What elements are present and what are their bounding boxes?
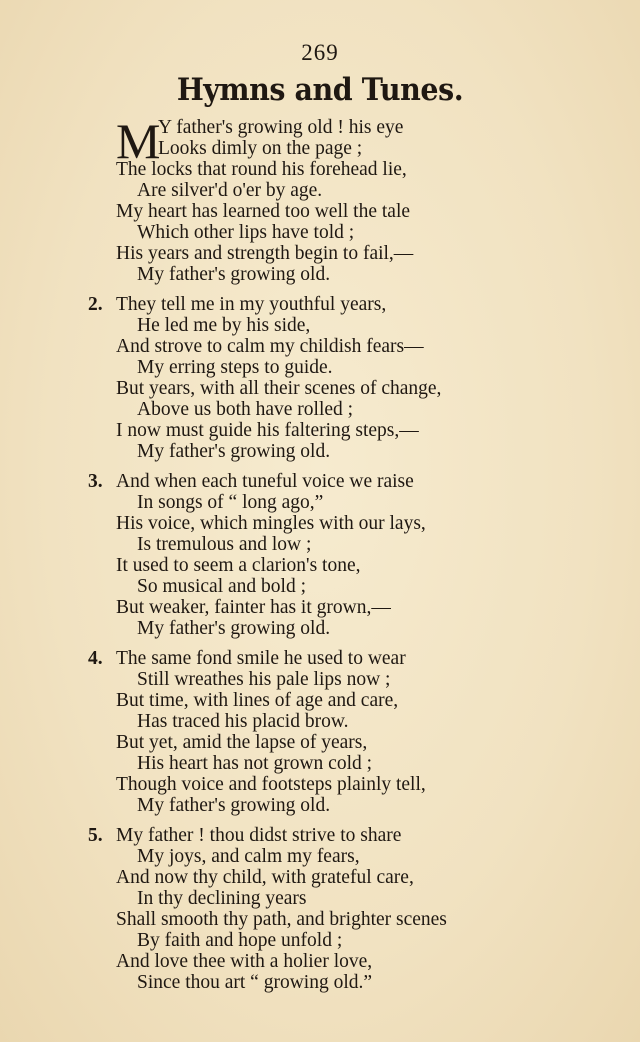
verse-line: Which other lips have told ;: [137, 222, 355, 243]
verse-line: By faith and hope unfold ;: [137, 930, 343, 951]
verse-line: The locks that round his forehead lie,: [116, 159, 407, 180]
verse-line: My father's growing old.: [137, 264, 331, 285]
verse-line: In thy declining years: [137, 888, 307, 909]
verse-line: But years, with all their scenes of change,: [116, 378, 442, 399]
page-title: Hymns and Tunes.: [176, 72, 464, 108]
verse-line: My father ! thou didst strive to share: [116, 825, 402, 846]
verse-line: I now must guide his faltering steps,—: [116, 420, 419, 441]
verse-line: His years and strength begin to fail,—: [116, 243, 414, 264]
verse-line: They tell me in my youthful years,: [116, 294, 387, 315]
verse-number: 2.: [88, 294, 103, 315]
verse-line: He led me by his side,: [137, 315, 311, 336]
verse-number: 5.: [88, 825, 103, 846]
verse-line: The same fond smile he used to wear: [116, 648, 406, 669]
verse-line: And strove to calm my childish fears—: [116, 336, 424, 357]
verse-line: Still wreathes his pale lips now ;: [137, 669, 391, 690]
verse-line: Has traced his placid brow.: [137, 711, 349, 732]
verse-line: His heart has not grown cold ;: [137, 753, 373, 774]
verse-line: My father's growing old.: [137, 795, 331, 816]
verse-line: It used to seem a clarion's tone,: [116, 555, 361, 576]
verse-number: 3.: [88, 471, 103, 492]
verse-line: So musical and bold ;: [137, 576, 306, 597]
verse-line: Looks dimly on the page ;: [158, 138, 363, 159]
verse-line: My erring steps to guide.: [137, 357, 333, 378]
verse-line: Are silver'd o'er by age.: [137, 180, 323, 201]
verse-line: And when each tuneful voice we raise: [116, 471, 414, 492]
verse-line: My father's growing old.: [137, 618, 331, 639]
verse-line: My father's growing old.: [137, 441, 331, 462]
verse-line: Above us both have rolled ;: [137, 399, 354, 420]
verse-number: 4.: [88, 648, 103, 669]
verse-line: Shall smooth thy path, and brighter scenes: [116, 909, 447, 930]
verse-line: But time, with lines of age and care,: [116, 690, 399, 711]
verse-line: But yet, amid the lapse of years,: [116, 732, 368, 753]
verse-line: My joys, and calm my fears,: [137, 846, 360, 867]
verse-line: And love thee with a holier love,: [116, 951, 373, 972]
verse-line: Since thou art “ growing old.”: [137, 972, 373, 993]
verse-line: Though voice and footsteps plainly tell,: [116, 774, 426, 795]
verse-line: Y father's growing old ! his eye: [158, 117, 404, 138]
verse-line: In songs of “ long ago,”: [137, 492, 324, 513]
verse-line: His voice, which mingles with our lays,: [116, 513, 426, 534]
verse-line: But weaker, fainter has it grown,—: [116, 597, 391, 618]
verse-line: And now thy child, with grateful care,: [116, 867, 414, 888]
verse-line: My heart has learned too well the tale: [116, 201, 411, 222]
verse-1-dropcap: M: [116, 113, 161, 169]
page-number: 269: [301, 40, 339, 65]
verse-line: Is tremulous and low ;: [137, 534, 312, 555]
